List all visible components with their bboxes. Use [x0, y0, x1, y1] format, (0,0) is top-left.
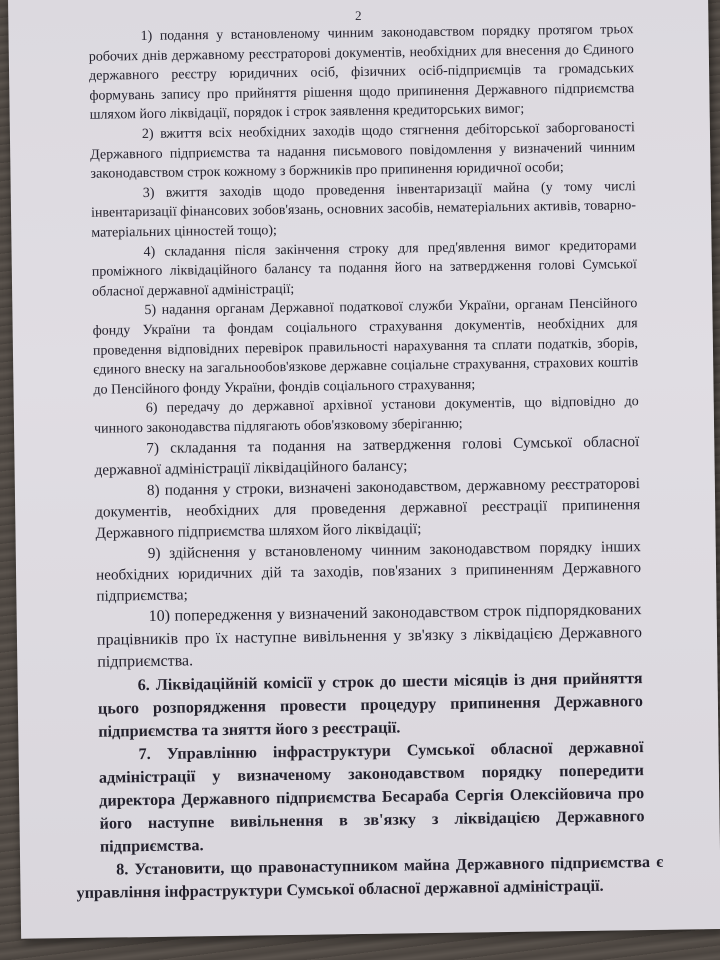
clause-item-1: 1) подання у встановленому чинним законодавством порядку протягом трьох робочих днів державному реєстраторові документів, необхідних для внесення до Єдиного державного реєстру юридичних осіб, фізичних осіб-підприємців та громадських формувань запису про прийняття рішення щодо припинення Державного підприємства шляхом його ліквідації, порядок і строк заявлення кредиторських вимог;: [88, 22, 635, 124]
clause-item-10: 10) попередження у визначений законодавством строк підпорядкованих працівників про їх наступне вивільнення у зв'язку з ліквідацією Державного підприємства.: [96, 601, 643, 672]
clause-item-3: 3) вжиття заходів щодо проведення інвентаризації майна (у тому числі інвентаризації фінансових зобов'язань, основних засобів, нематеріальних активів, товарно-матеріальних цінностей тощо);: [90, 178, 637, 241]
clause-item-4: 4) складання після закінчення строку для пред'явлення вимог кредиторами проміжного ліквідаційного балансу та подання його на затвердження голові Сумської обласної державної адміністрації;: [91, 237, 637, 300]
clause-item-2: 2) вжиття всіх необхідних заходів щодо стягнення дебіторської заборгованості Державного підприємства та надання письмового повідомлення у визначений чинним законодавством строк кожному з боржників про припинення юридичної особи;: [90, 120, 636, 182]
clause-item-6: 6) передачу до державної архівної установи документів, що відповідно до чинного законодавства підлягають обов'язковому зберіганню;: [93, 394, 639, 437]
clause-item-8: 8) подання у строки, визначені законодавством, державному реєстраторові документів, необхідних для проведення державної реєстрації припинення Державного підприємства шляхом його ліквідації;: [95, 475, 641, 543]
clause-item-5: 5) надання органам Державної податкової служби України, органам Пенсійного фонду України та фондам соціального страхування документів, необхідних для проведення відповідних перевірок правильності нарахування та сплати податків, зборів, єдиного внеску на загальнообов'язкове державне соціальне страхування, страхових коштів до Пенсійного фонду України, фондів соціального страхування;: [92, 296, 639, 398]
section-7: 7. Управлінню інфраструктури Сумської обласної державної адміністрації у визначеному законодавством порядку попередити директора Державного підприємства Бесараба Сергія Олексійовича про його наступне вивільнення в зв'язку з ліквідацією Державного підприємства.: [98, 738, 645, 856]
clause-item-7: 7) складання та подання на затвердження голові Сумської обласної державної адміністрації ліквідаційного балансу;: [94, 433, 640, 480]
section-8: 8. Установити, що правонаступником майна Державного підприємства є управління інфраструктури Сумської обласної державної адміністрації.: [76, 852, 664, 902]
clause-item-9: 9) здійснення у встановленому чинним законодавством порядку інших необхідних юридичних дій та заходів, пов'язаних з припиненням Державного підприємства;: [95, 538, 642, 606]
document-page: [8, 0, 720, 939]
section-6: 6. Ліквідаційній комісії у строк до шести місяців із дня прийняття цього розпорядження провести процедуру припинення Державного підприємства та зняття його з реєстрації.: [97, 669, 644, 741]
page-number: 2: [354, 7, 362, 24]
document-body: [76, 20, 664, 904]
